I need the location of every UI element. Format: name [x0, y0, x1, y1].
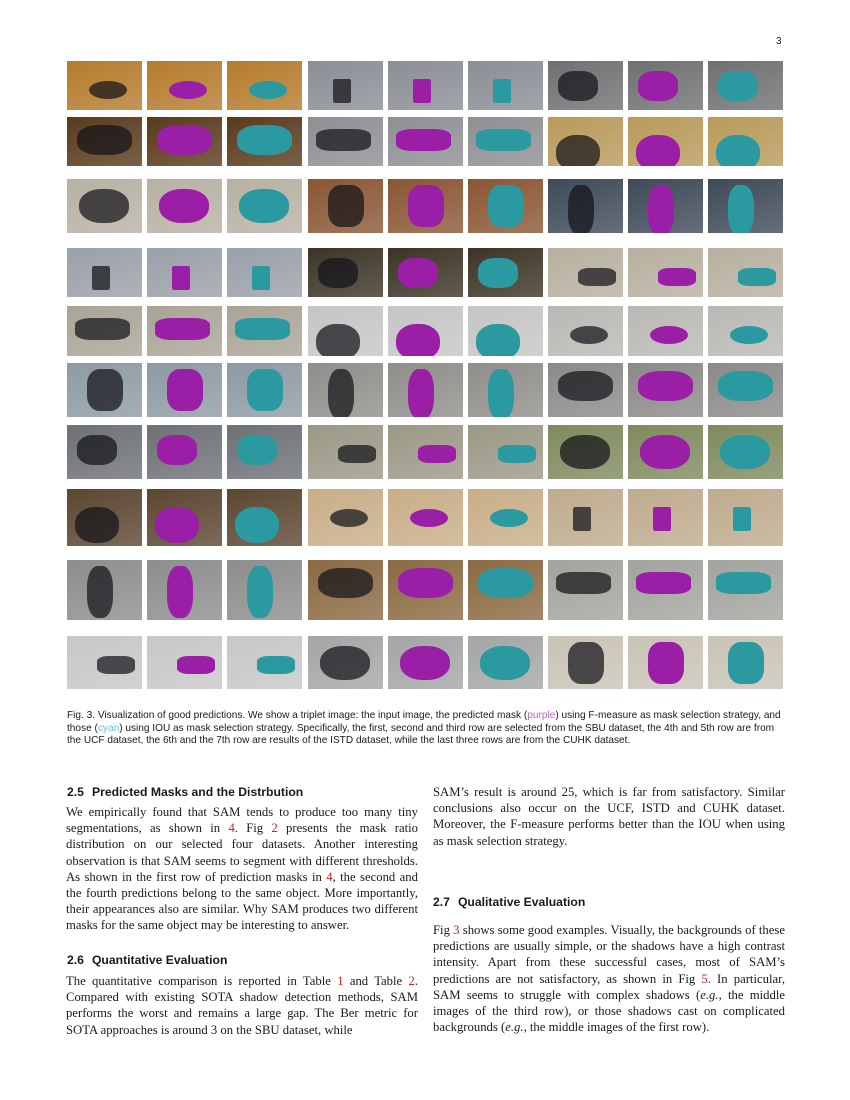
- figure-thumbnail: [308, 489, 383, 546]
- cyan-mask: [252, 266, 270, 290]
- figure-thumbnail: [388, 248, 463, 297]
- purple-mask: [167, 566, 193, 618]
- figure-thumbnail: [147, 636, 222, 689]
- purple-mask: [396, 324, 440, 356]
- figure-thumbnail: [708, 636, 783, 689]
- figure-thumbnail: [628, 363, 703, 417]
- shadow-region: [568, 185, 594, 233]
- section-2-7-heading: 2.7 Qualitative Evaluation: [433, 895, 586, 909]
- figure-thumbnail: [468, 425, 543, 479]
- cyan-mask: [716, 572, 771, 594]
- figure-thumbnail: [308, 636, 383, 689]
- figure-thumbnail: [227, 117, 302, 166]
- purple-mask: [157, 435, 197, 465]
- shadow-region: [338, 445, 376, 463]
- figure-thumbnail: [308, 248, 383, 297]
- shadow-region: [330, 509, 368, 527]
- figure-thumbnail: [548, 560, 623, 620]
- figure-thumbnail: [147, 61, 222, 110]
- shadow-region: [89, 81, 127, 99]
- page-number: 3: [776, 36, 782, 47]
- shadow-region: [318, 258, 358, 288]
- figure-thumbnail: [708, 363, 783, 417]
- figure-thumbnail: [147, 117, 222, 166]
- purple-mask: [638, 71, 678, 101]
- purple-mask: [658, 268, 696, 286]
- cyan-mask: [488, 369, 514, 417]
- figure-thumbnail: [628, 306, 703, 356]
- purple-mask: [408, 185, 444, 227]
- figure-thumbnail: [147, 248, 222, 297]
- purple-mask: [157, 125, 212, 155]
- figure-thumbnail: [227, 306, 302, 356]
- cyan-mask: [237, 435, 277, 465]
- shadow-region: [87, 369, 123, 411]
- cyan-mask: [480, 646, 530, 680]
- purple-mask: [648, 642, 684, 684]
- purple-mask: [155, 318, 210, 340]
- figure-thumbnail: [227, 363, 302, 417]
- figure-thumbnail: [388, 425, 463, 479]
- figure-thumbnail: [628, 117, 703, 166]
- shadow-region: [556, 572, 611, 594]
- shadow-region: [318, 568, 373, 598]
- figure-thumbnail: [388, 306, 463, 356]
- figure-thumbnail: [548, 489, 623, 546]
- cyan-mask: [239, 189, 289, 223]
- figure-thumbnail: [468, 560, 543, 620]
- figure-thumbnail: [628, 179, 703, 233]
- shadow-region: [578, 268, 616, 286]
- purple-mask: [172, 266, 190, 290]
- figure-thumbnail: [708, 248, 783, 297]
- shadow-region: [558, 371, 613, 401]
- purple-mask: [398, 568, 453, 598]
- purple-mask: [155, 507, 199, 543]
- figure-thumbnail: [147, 560, 222, 620]
- purple-mask: [177, 656, 215, 674]
- purple-mask: [400, 646, 450, 680]
- cyan-mask: [730, 326, 768, 344]
- cyan-mask: [237, 125, 292, 155]
- figure-thumbnail: [67, 560, 142, 620]
- figure-thumbnail: [67, 179, 142, 233]
- purple-mask: [408, 369, 434, 417]
- cyan-mask: [498, 445, 536, 463]
- purple-mask: [640, 435, 690, 469]
- purple-mask: [159, 189, 209, 223]
- figure-thumbnail: [468, 117, 543, 166]
- figure-thumbnail: [548, 117, 623, 166]
- shadow-region: [573, 507, 591, 531]
- purple-mask: [398, 258, 438, 288]
- shadow-region: [79, 189, 129, 223]
- figure-thumbnail: [388, 61, 463, 110]
- figure-thumbnail: [708, 61, 783, 110]
- figure-thumbnail: [468, 636, 543, 689]
- right-column-continuation: SAM’s result is around 25, which is far from satisfactory. Similar conclusions also occur on the UCF, ISTD and CUHK dataset. Moreover, the F-measure performs better than the IOU when using as mask selection strategy.: [433, 785, 785, 848]
- shadow-region: [75, 318, 130, 340]
- figure-thumbnail: [67, 117, 142, 166]
- figure-thumbnail: [548, 61, 623, 110]
- shadow-region: [560, 435, 610, 469]
- figure-thumbnail: [468, 61, 543, 110]
- figure-thumbnail: [708, 179, 783, 233]
- shadow-region: [568, 642, 604, 684]
- figure-thumbnail: [468, 363, 543, 417]
- figure-thumbnail: [708, 425, 783, 479]
- purple-mask: [653, 507, 671, 531]
- figure-thumbnail: [388, 179, 463, 233]
- purple-mask: [413, 79, 431, 103]
- figure-thumbnail: [227, 636, 302, 689]
- figure-thumbnail: [548, 425, 623, 479]
- figure-thumbnail: [388, 117, 463, 166]
- section-2-5-heading: 2.5 Predicted Masks and the Distrbution: [67, 785, 304, 799]
- figure-thumbnail: [468, 179, 543, 233]
- figure-thumbnail: [388, 636, 463, 689]
- figure-thumbnail: [548, 179, 623, 233]
- shadow-region: [328, 185, 364, 227]
- cyan-mask: [478, 258, 518, 288]
- figure-thumbnail: [147, 489, 222, 546]
- figure-thumbnail: [147, 425, 222, 479]
- figure-thumbnail: [708, 489, 783, 546]
- purple-mask: [410, 509, 448, 527]
- figure-thumbnail: [227, 425, 302, 479]
- figure-thumbnail: [308, 363, 383, 417]
- figure-thumbnail: [308, 61, 383, 110]
- figure-thumbnail: [388, 489, 463, 546]
- purple-mask: [638, 371, 693, 401]
- figure-thumbnail: [628, 248, 703, 297]
- figure-thumbnail: [468, 306, 543, 356]
- cyan-mask: [476, 129, 531, 151]
- shadow-region: [320, 646, 370, 680]
- shadow-region: [77, 125, 132, 155]
- figure-grid: [67, 61, 784, 689]
- cyan-mask: [718, 371, 773, 401]
- figure-thumbnail: [628, 61, 703, 110]
- cyan-mask: [720, 435, 770, 469]
- cyan-mask: [718, 71, 758, 101]
- cyan-mask: [235, 507, 279, 543]
- figure-thumbnail: [147, 363, 222, 417]
- figure-thumbnail: [468, 489, 543, 546]
- figure-thumbnail: [147, 306, 222, 356]
- shadow-region: [87, 566, 113, 618]
- cyan-mask: [257, 656, 295, 674]
- figure-thumbnail: [67, 636, 142, 689]
- purple-mask: [396, 129, 451, 151]
- figure-thumbnail: [628, 425, 703, 479]
- figure-thumbnail: [708, 117, 783, 166]
- purple-mask: [648, 185, 674, 233]
- cyan-mask: [488, 185, 524, 227]
- figure-thumbnail: [628, 489, 703, 546]
- cyan-mask: [738, 268, 776, 286]
- figure-thumbnail: [227, 248, 302, 297]
- figure-thumbnail: [227, 61, 302, 110]
- section-2-6-body: The quantitative comparison is reported in Table 1 and Table 2. Compared with existing SOTA shadow detection methods, SAM performs the worst and remains a large gap. The Ber metric for SOTA approaches is around 3 on the SBU dataset, while: [66, 974, 418, 1037]
- figure-thumbnail: [388, 560, 463, 620]
- shadow-region: [570, 326, 608, 344]
- shadow-region: [328, 369, 354, 417]
- figure-thumbnail: [147, 179, 222, 233]
- cyan-mask: [733, 507, 751, 531]
- section-2-6-heading: 2.6 Quantitative Evaluation: [67, 953, 228, 967]
- cyan-mask: [249, 81, 287, 99]
- shadow-region: [556, 135, 600, 166]
- figure-thumbnail: [308, 425, 383, 479]
- cyan-mask: [490, 509, 528, 527]
- cyan-mask: [728, 642, 764, 684]
- shadow-region: [75, 507, 119, 543]
- cyan-mask: [493, 79, 511, 103]
- figure-thumbnail: [227, 489, 302, 546]
- cyan-mask: [728, 185, 754, 233]
- figure-thumbnail: [308, 179, 383, 233]
- cyan-mask: [476, 324, 520, 356]
- shadow-region: [97, 656, 135, 674]
- figure-thumbnail: [548, 306, 623, 356]
- shadow-region: [558, 71, 598, 101]
- purple-mask: [418, 445, 456, 463]
- figure-thumbnail: [308, 306, 383, 356]
- figure-caption: Fig. 3. Visualization of good predictions. We show a triplet image: the input image, the predicted mask (purple) using F-measure as mask selection strategy, and those (cyan) using IOU as mask selection strategy. Specifically, the first, second and third row are selected from the SBU dataset, the 4th and 5th row are from the UCF dataset, the 6th and the 7th row are results of the ISTD dataset, while the last three rows are from the CUHK dataset.: [67, 710, 781, 747]
- shadow-region: [92, 266, 110, 290]
- figure-thumbnail: [67, 425, 142, 479]
- section-2-5-body: We empirically found that SAM tends to produce too many tiny segmentations, as shown in 4. Fig 2 presents the mask ratio distribution on our selected four datasets. Another interesting observation is that SAM seems to segment with different thresholds. As shown in the first row of prediction masks in 4, the second and the fourth predictions belong to the same object. More importantly, their appearances also are similar. Why SAM produces two different masks for the same object may be interesting to answer.: [66, 805, 418, 933]
- purple-mask: [167, 369, 203, 411]
- figure-thumbnail: [227, 560, 302, 620]
- shadow-region: [316, 324, 360, 356]
- figure-thumbnail: [67, 61, 142, 110]
- shadow-region: [333, 79, 351, 103]
- purple-mask: [636, 572, 691, 594]
- figure-thumbnail: [548, 248, 623, 297]
- figure-thumbnail: [67, 363, 142, 417]
- figure-thumbnail: [67, 306, 142, 356]
- shadow-region: [77, 435, 117, 465]
- purple-mask: [169, 81, 207, 99]
- cyan-mask: [247, 566, 273, 618]
- cyan-mask: [716, 135, 760, 166]
- figure-thumbnail: [548, 363, 623, 417]
- cyan-mask: [235, 318, 290, 340]
- purple-mask: [650, 326, 688, 344]
- figure-thumbnail: [388, 363, 463, 417]
- figure-thumbnail: [67, 489, 142, 546]
- figure-thumbnail: [468, 248, 543, 297]
- figure-thumbnail: [628, 636, 703, 689]
- figure-thumbnail: [308, 560, 383, 620]
- figure-thumbnail: [708, 560, 783, 620]
- shadow-region: [316, 129, 371, 151]
- figure-thumbnail: [308, 117, 383, 166]
- section-2-7-body: Fig 3 shows some good examples. Visually, the backgrounds of these predictions are usually simple, or the shadows have a high contrast intensity. Apart from these successful cases, most of SAM’s predictions are not satisfactory, as shown in Fig 5. In particular, SAM seems to struggle with complex shadows (e.g., the middle images of the third row), or those shadows cast on complicated backgrounds (e.g., the middle images of the first row).: [433, 923, 785, 1035]
- cyan-mask: [478, 568, 533, 598]
- figure-thumbnail: [227, 179, 302, 233]
- cyan-mask: [247, 369, 283, 411]
- figure-thumbnail: [628, 560, 703, 620]
- figure-thumbnail: [67, 248, 142, 297]
- figure-thumbnail: [708, 306, 783, 356]
- figure-thumbnail: [548, 636, 623, 689]
- purple-mask: [636, 135, 680, 166]
